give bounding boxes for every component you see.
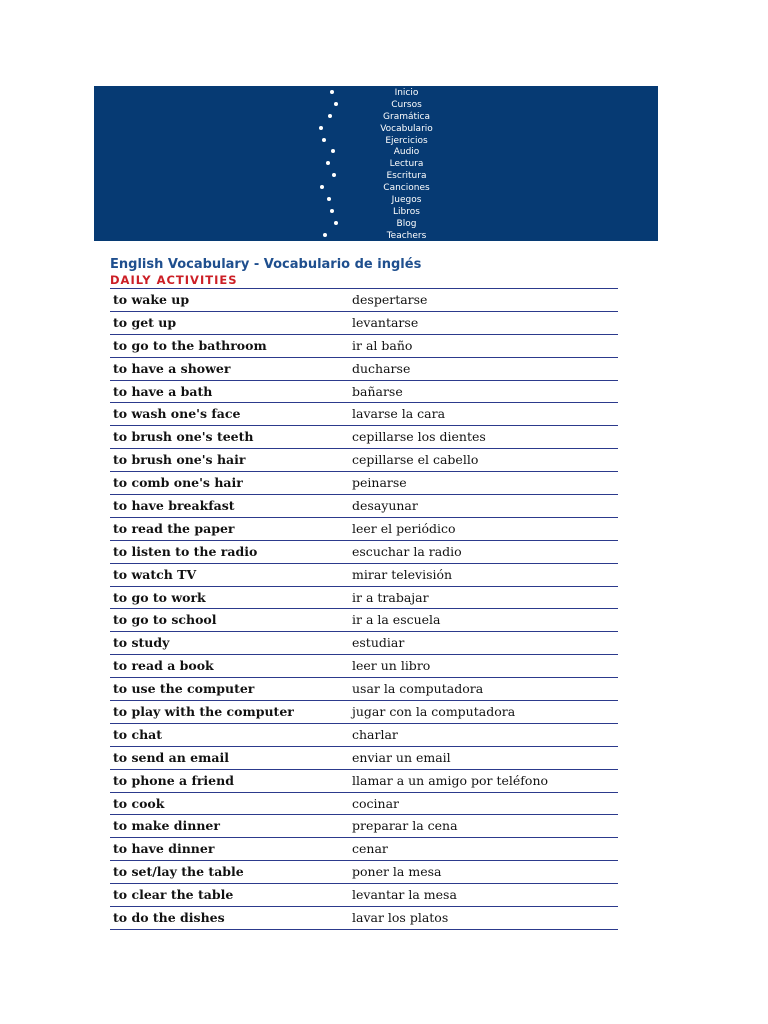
table-row [110, 358, 618, 381]
spanish-translation: desayunar [352, 498, 418, 514]
english-term: to have a bath [113, 383, 213, 399]
spanish-translation: enviar un email [352, 749, 451, 765]
bullet-icon [322, 138, 326, 142]
english-term: to chat [113, 726, 163, 742]
nav-menu [94, 86, 658, 241]
nav-item-juegos[interactable] [94, 194, 658, 206]
spanish-translation: ir a la escuela [352, 612, 441, 628]
table-row [110, 861, 618, 884]
table-row [110, 449, 618, 472]
spanish-translation: peinarse [352, 475, 407, 491]
nav-item-gram-tica[interactable] [94, 111, 658, 123]
english-term: to send an email [113, 749, 229, 765]
english-term: to study [113, 635, 170, 651]
nav-item-label[interactable]: Canciones [383, 183, 430, 194]
spanish-translation: escuchar la radio [352, 543, 462, 559]
nav-item-audio[interactable] [94, 146, 658, 158]
english-term: to brush one's hair [113, 452, 246, 468]
nav-item-label[interactable]: Inicio [394, 88, 419, 98]
page-title: English Vocabulary - Vocabulario de inglés [110, 257, 422, 272]
english-term: to comb one's hair [113, 475, 243, 491]
nav-item-canciones[interactable] [94, 182, 658, 194]
nav-item-vocabulario[interactable] [94, 123, 658, 135]
spanish-translation: despertarse [352, 292, 428, 307]
bullet-icon [331, 149, 335, 153]
spanish-translation: cocinar [352, 795, 400, 811]
spanish-translation: llamar a un amigo por teléfono [352, 772, 549, 788]
nav-list [94, 87, 658, 241]
table-row [110, 426, 618, 449]
nav-item-label[interactable]: Gramática [383, 111, 430, 122]
bullet-icon [330, 209, 334, 213]
spanish-translation: leer el periódico [352, 520, 456, 536]
table-row [110, 541, 618, 564]
english-term: to read a book [113, 658, 214, 674]
table-row [110, 472, 618, 495]
nav-item-label[interactable]: Juegos [391, 195, 422, 206]
spanish-translation: jugar con la computadora [352, 704, 516, 720]
english-term: to play with the computer [113, 704, 294, 720]
table-row [110, 335, 618, 358]
bullet-icon [323, 233, 327, 237]
bullet-icon [332, 173, 336, 177]
table-row [110, 815, 618, 838]
spanish-translation: ducharse [352, 360, 411, 376]
english-term: to cook [113, 795, 165, 811]
bullet-icon [326, 161, 330, 165]
table-row [110, 907, 618, 930]
table-row [110, 312, 618, 335]
bullet-icon [334, 102, 338, 106]
table-row [110, 724, 618, 747]
spanish-translation: ir al baño [352, 337, 413, 353]
english-term: to clear the table [113, 887, 234, 903]
nav-item-label[interactable]: Ejercicios [385, 135, 428, 146]
spanish-translation: ir a trabajar [352, 589, 429, 605]
vocabulary-table [110, 288, 618, 930]
english-term: to wash one's face [113, 406, 241, 422]
table-row [110, 793, 618, 816]
english-term: to watch TV [113, 566, 197, 582]
table-row [110, 655, 618, 678]
table-row [110, 403, 618, 426]
nav-item-label[interactable]: Teachers [386, 230, 427, 241]
nav-item-ejercicios[interactable] [94, 135, 658, 147]
spanish-translation: preparar la cena [352, 818, 458, 834]
spanish-translation: mirar televisión [352, 566, 453, 582]
nav-item-libros[interactable] [94, 206, 658, 218]
table-row [110, 587, 618, 610]
nav-item-label[interactable]: Blog [396, 218, 417, 229]
nav-item-label[interactable]: Vocabulario [380, 123, 433, 134]
english-term: to listen to the radio [113, 543, 258, 559]
spanish-translation: bañarse [352, 383, 403, 399]
spanish-translation: levantarse [352, 314, 419, 330]
english-term: to use the computer [113, 681, 255, 697]
nav-item-label[interactable]: Cursos [391, 99, 422, 110]
nav-item-label[interactable]: Escritura [386, 171, 427, 182]
bullet-icon [328, 114, 332, 118]
english-term: to set/lay the table [113, 864, 244, 880]
english-term: to have a shower [113, 360, 231, 376]
english-term: to do the dishes [113, 910, 225, 926]
bullet-icon [330, 90, 334, 94]
english-term: to go to work [113, 589, 206, 605]
english-term: to make dinner [113, 818, 220, 834]
spanish-translation: lavar los platos [352, 910, 449, 926]
bullet-icon [334, 221, 338, 225]
table-row [110, 884, 618, 907]
nav-item-label[interactable]: Lectura [389, 159, 424, 170]
spanish-translation: usar la computadora [352, 681, 484, 697]
spanish-translation: poner la mesa [352, 864, 442, 880]
table-row [110, 747, 618, 770]
spanish-translation: leer un libro [352, 658, 431, 674]
english-term: to wake up [113, 292, 190, 307]
nav-item-lectura[interactable] [94, 158, 658, 170]
nav-item-escritura[interactable] [94, 170, 658, 182]
english-term: to go to the bathroom [113, 337, 267, 353]
bullet-icon [320, 185, 324, 189]
table-row [110, 838, 618, 861]
english-term: to read the paper [113, 520, 235, 536]
table-row [110, 678, 618, 701]
table-row [110, 632, 618, 655]
table-row [110, 289, 618, 312]
spanish-translation: levantar la mesa [352, 887, 457, 903]
english-term: to have dinner [113, 841, 215, 857]
bullet-icon [319, 126, 323, 130]
table-row [110, 564, 618, 587]
spanish-translation: cenar [352, 841, 388, 857]
spanish-translation: cepillarse el cabello [352, 452, 479, 468]
english-term: to get up [113, 314, 177, 330]
table-row [110, 381, 618, 404]
table-row [110, 518, 618, 541]
table-row [110, 609, 618, 632]
nav-item-teachers[interactable] [94, 230, 658, 241]
nav-item-label[interactable]: Audio [393, 147, 420, 158]
english-term: to go to school [113, 612, 217, 628]
table-row [110, 495, 618, 518]
english-term: to phone a friend [113, 772, 234, 788]
nav-item-inicio[interactable] [94, 87, 658, 99]
nav-item-label[interactable]: Libros [393, 206, 420, 217]
nav-item-blog[interactable] [94, 218, 658, 230]
spanish-translation: estudiar [352, 635, 405, 651]
spanish-translation: lavarse la cara [352, 406, 446, 422]
section-title: DAILY ACTIVITIES [110, 273, 238, 287]
english-term: to have breakfast [113, 498, 235, 514]
nav-item-cursos[interactable] [94, 99, 658, 111]
english-term: to brush one's teeth [113, 429, 254, 445]
table-row [110, 701, 618, 724]
spanish-translation: cepillarse los dientes [352, 429, 486, 445]
bullet-icon [327, 197, 331, 201]
table-row [110, 770, 618, 793]
spanish-translation: charlar [352, 726, 398, 742]
